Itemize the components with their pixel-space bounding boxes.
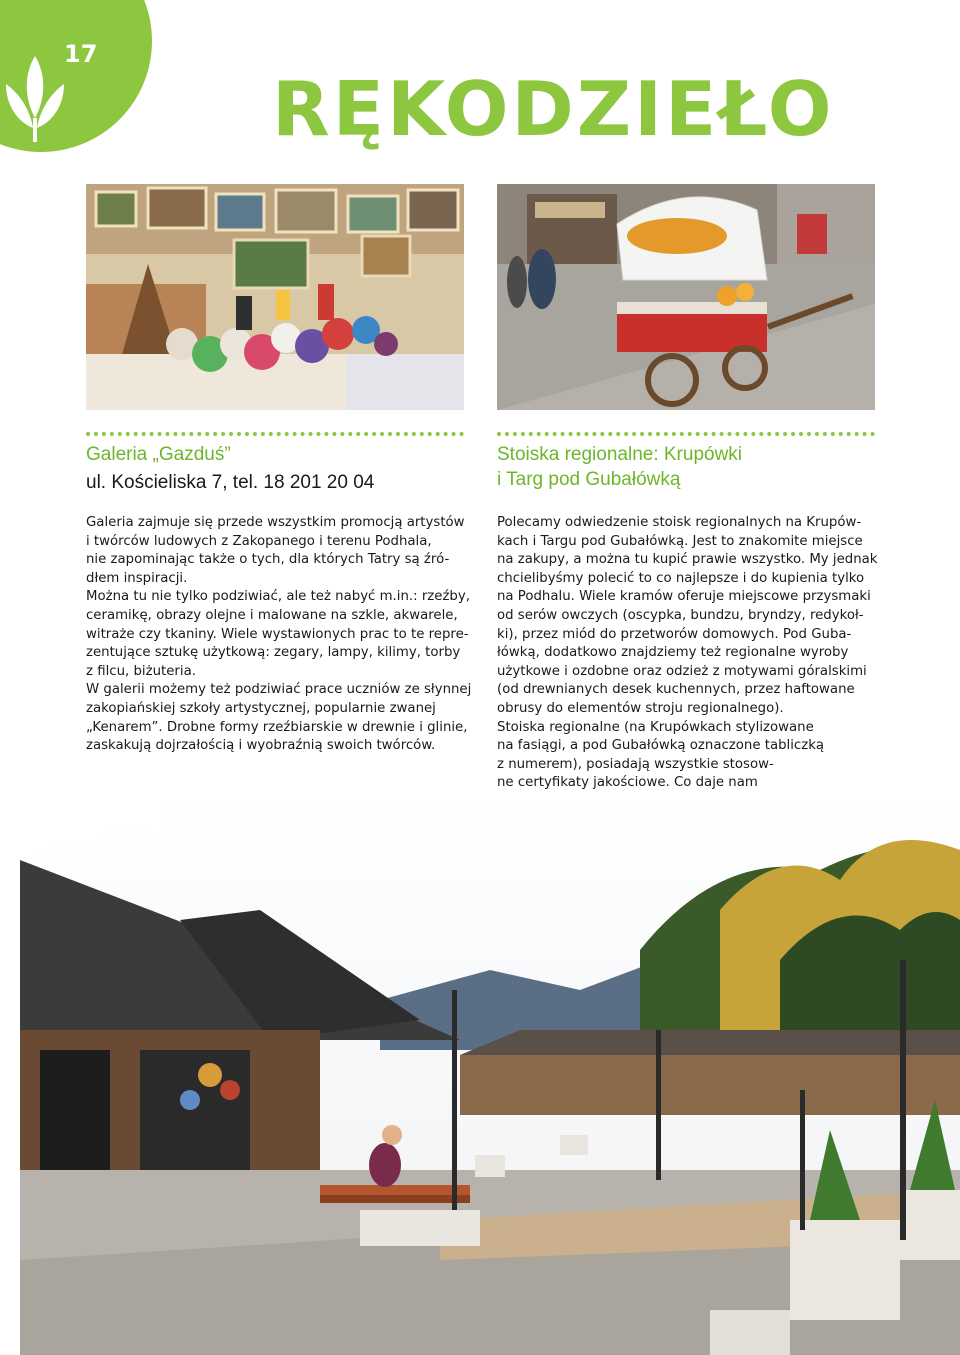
page-number: 17 [64, 40, 98, 68]
left-heading: Galeria „Gazduś” [86, 444, 231, 465]
market-square-photo [20, 790, 960, 1355]
paragraph: Stoiska regionalne (na Krupówkach stylizowane na fasiągi, a pod Gubałówką oznaczone tabliczką z numerem), posiadają wszystkie stosow- ne certyfikaty jakościowe. Co daje nam [497, 719, 825, 791]
right-heading-line-1: Stoiska regionalne: Krupówki [497, 444, 743, 465]
paragraph: Polecamy odwiedzenie stoisk regionalnych na Krupów- kach i Targu pod Gubałówką. Jest to znakomite miejsce na zakupy, a można tu kupić prawie wszystko. My jednak chcielibyśmy polecić to co najlepsze i do kupienia tylko na Podhalu. Wiele kramów oferuje miejscowe przysmaki od serów owczych (oscypka, bundzu, bryndzy, redykoł- ki), przez miód do przetworów domowych. Pod Guba- łówką, dodatkowo znajdziemy też regionalne wyroby użytkowe i ozdobne oraz odzież z motywami góralskimi (od drewnianych desek kuchennych, przez haftowane obrusy do elementów stroju regionalnego). [497, 515, 878, 716]
address-text: ul. Kościeliska 7, tel. 18 201 20 04 [86, 472, 375, 493]
left-dotted-divider [86, 432, 464, 436]
paragraph: W galerii możemy też podziwiać prace uczniów ze słynnej zakopiańskiej szkoły artystycznej, popularnie zwanej „Kenarem”. Drobne formy rzeźbiarskie w drewnie i glinie, zaskakują dojrzałością i wyobraźnią swoich twórców. [86, 682, 472, 754]
left-address [86, 470, 374, 495]
page-title: RĘKODZIEŁO [272, 65, 835, 153]
paragraph: Galeria zajmuje się przede wszystkim promocją artystów i twórców ludowych z Zakopanego i terenu Podhala, nie zapominając także o tych, dla których Tatry są źró- dłem inspiracji. [86, 515, 465, 586]
paragraph: Można tu nie tylko podziwiać, ale też nabyć m.in.: rzeźby, ceramikę, obrazy olejne i malowane na szkle, akwarele, witraże czy tkaniny. Wiele wystawionych prac to te repre- zentujące sztukę użytkową: zegary, lampy, kilimy, torby z filcu, biżuteria. [86, 589, 470, 679]
right-heading-line-2: i Targ pod Gubałówką [497, 469, 681, 490]
gallery-interior-photo [86, 184, 464, 410]
market-cart-photo [497, 184, 875, 410]
leaf-icon [0, 48, 70, 144]
left-body-text [86, 514, 476, 756]
right-dotted-divider [497, 432, 875, 436]
